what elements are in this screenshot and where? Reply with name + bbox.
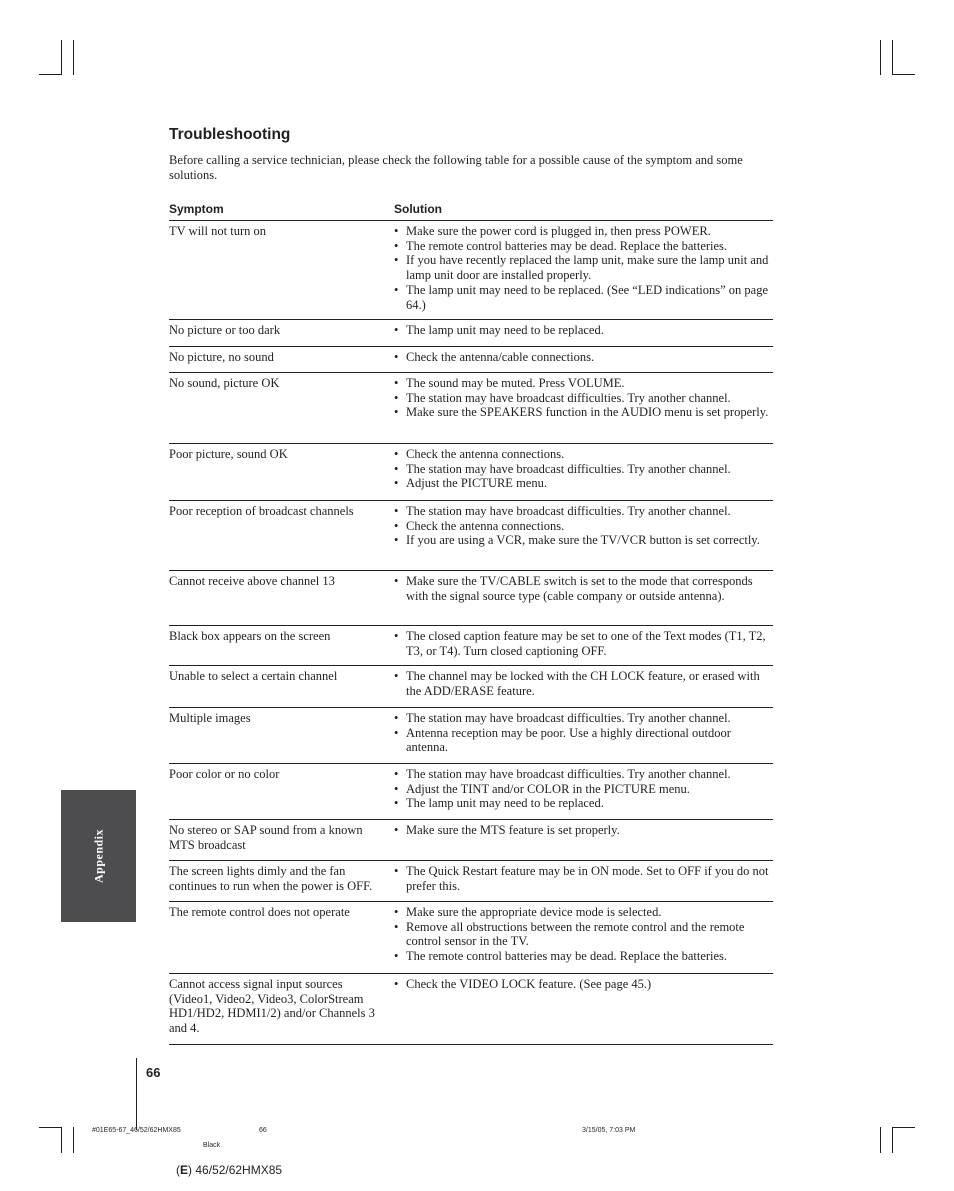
- table-row: [169, 221, 773, 320]
- table-row: [169, 320, 773, 347]
- table-row: [169, 373, 773, 444]
- solution-cell: [394, 504, 773, 570]
- solution-list: [394, 905, 773, 964]
- table-row: [169, 347, 773, 373]
- solution-header: Solution: [394, 202, 442, 216]
- solution-item: • The lamp unit may need to be replaced.: [394, 323, 773, 338]
- symptom-cell: Poor picture, sound OK: [169, 447, 288, 461]
- solution-cell: [394, 711, 773, 763]
- solution-cell: [394, 323, 773, 346]
- crop-mark: [73, 1127, 74, 1153]
- printer-slug-date: 3/15/05, 7:03 PM: [582, 1127, 636, 1134]
- model-footer-letter: E: [180, 1163, 189, 1177]
- solution-list: [394, 629, 773, 658]
- model-footer-model: ) 46/52/62HMX85: [188, 1163, 283, 1177]
- solution-list: [394, 224, 773, 312]
- solution-list: [394, 767, 773, 811]
- solution-cell: [394, 767, 773, 819]
- solution-item: • The Quick Restart feature may be in ON mode. Set to OFF if you do not prefer this.: [394, 864, 773, 893]
- symptom-cell: The remote control does not operate: [169, 905, 350, 919]
- solution-cell: [394, 629, 773, 665]
- solution-list: [394, 864, 773, 893]
- symptom-cell: Cannot receive above channel 13: [169, 574, 335, 588]
- solution-cell: [394, 905, 773, 973]
- solution-item: • Make sure the power cord is plugged in, then press POWER.: [394, 224, 773, 239]
- solution-item: • The station may have broadcast difficulties. Try another channel.: [394, 767, 773, 782]
- solution-item: • Make sure the TV/CABLE switch is set to the mode that corresponds with the signal source type (cable company or outside antenna).: [394, 574, 773, 603]
- crop-mark: [892, 1127, 915, 1128]
- solution-cell: [394, 823, 773, 860]
- solution-item: • If you have recently replaced the lamp unit, make sure the lamp unit and lamp unit door are installed properly.: [394, 253, 773, 282]
- solution-item: • The lamp unit may need to be replaced.: [394, 796, 773, 811]
- symptom-cell: The screen lights dimly and the fan continues to run when the power is OFF.: [169, 864, 373, 893]
- table-row: [169, 902, 773, 974]
- table-row: [169, 501, 773, 571]
- section-tab: [61, 790, 136, 922]
- symptom-cell: No stereo or SAP sound from a known MTS broadcast: [169, 823, 363, 852]
- solution-item: • The station may have broadcast difficulties. Try another channel.: [394, 462, 773, 477]
- solution-item: • The station may have broadcast difficulties. Try another channel.: [394, 504, 773, 519]
- solution-cell: [394, 224, 773, 319]
- table-row: [169, 571, 773, 626]
- solution-item: • Make sure the SPEAKERS function in the AUDIO menu is set properly.: [394, 405, 773, 420]
- symptom-cell: Multiple images: [169, 711, 251, 725]
- table-row: [169, 626, 773, 666]
- solution-list: [394, 447, 773, 491]
- solution-cell: [394, 447, 773, 500]
- solution-item: • Check the antenna/cable connections.: [394, 350, 773, 365]
- solution-item: • Make sure the appropriate device mode is selected.: [394, 905, 773, 920]
- solution-list: [394, 376, 773, 420]
- solution-cell: [394, 864, 773, 901]
- solution-item: • Adjust the TINT and/or COLOR in the PICTURE menu.: [394, 782, 773, 797]
- crop-mark: [73, 40, 74, 75]
- solution-cell: [394, 574, 773, 625]
- crop-mark: [892, 74, 915, 75]
- solution-item: • The remote control batteries may be dead. Replace the batteries.: [394, 239, 773, 254]
- section-tab-label: Appendix: [91, 828, 105, 884]
- symptom-cell: Poor reception of broadcast channels: [169, 504, 354, 518]
- solution-item: • The station may have broadcast difficulties. Try another channel.: [394, 711, 773, 726]
- solution-item: • Antenna reception may be poor. Use a highly directional outdoor antenna.: [394, 726, 773, 755]
- table-row: [169, 708, 773, 764]
- solution-item: • Make sure the MTS feature is set properly.: [394, 823, 773, 838]
- solution-cell: [394, 977, 773, 1044]
- symptom-cell: Poor color or no color: [169, 767, 280, 781]
- solution-item: • Adjust the PICTURE menu.: [394, 476, 773, 491]
- solution-item: • If you are using a VCR, make sure the TV/VCR button is set correctly.: [394, 533, 773, 548]
- crop-mark: [61, 1127, 62, 1153]
- solution-list: [394, 574, 773, 603]
- page-number-rule: [136, 1058, 137, 1130]
- solution-item: • The remote control batteries may be dead. Replace the batteries.: [394, 949, 773, 964]
- crop-mark: [892, 40, 893, 75]
- crop-mark: [892, 1127, 893, 1153]
- troubleshooting-table: [169, 202, 773, 1045]
- table-row: [169, 764, 773, 820]
- model-footer: [176, 1163, 282, 1177]
- solution-cell: [394, 350, 773, 372]
- table-header: [169, 202, 773, 221]
- solution-list: [394, 323, 773, 338]
- symptom-cell: Black box appears on the screen: [169, 629, 331, 643]
- symptom-cell: Unable to select a certain channel: [169, 669, 338, 683]
- table-body: [169, 221, 773, 1045]
- solution-cell: [394, 376, 773, 443]
- solution-list: [394, 823, 773, 838]
- crop-mark: [39, 1127, 62, 1128]
- table-row: [169, 820, 773, 861]
- table-row: [169, 444, 773, 501]
- symptom-cell: TV will not turn on: [169, 224, 266, 238]
- table-row: [169, 666, 773, 708]
- symptom-header: Symptom: [169, 202, 224, 216]
- table-row: [169, 861, 773, 902]
- symptom-cell: No picture, no sound: [169, 350, 274, 364]
- printer-slug-color: Black: [203, 1142, 221, 1149]
- model-footer-prefix: (: [176, 1163, 180, 1177]
- table-row: [169, 974, 773, 1045]
- solution-list: [394, 711, 773, 755]
- solution-item: • The closed caption feature may be set to one of the Text modes (T1, T2, T3, or T4). Turn closed captioning OFF.: [394, 629, 773, 658]
- solution-list: [394, 669, 773, 698]
- solution-cell: [394, 669, 773, 707]
- solution-item: • Check the antenna connections.: [394, 519, 773, 534]
- page-number: 66: [146, 1065, 161, 1080]
- solution-item: • The channel may be locked with the CH LOCK feature, or erased with the ADD/ERASE feature.: [394, 669, 773, 698]
- crop-mark: [39, 74, 62, 75]
- intro-paragraph: Before calling a service technician, please check the following table for a possible cause of the symptom and some solutions.: [169, 153, 743, 182]
- solution-list: [394, 350, 773, 365]
- solution-list: [394, 977, 773, 992]
- printer-slug-file: #01E65-67_46/52/62HMX85: [92, 1127, 181, 1134]
- symptom-cell: Cannot access signal input sources (Video1, Video2, Video3, ColorStream HD1/HD2, HDMI1/2) and/or Channels 3 and 4.: [169, 977, 375, 1036]
- solution-list: [394, 504, 773, 548]
- symptom-cell: No sound, picture OK: [169, 376, 280, 390]
- solution-item: • The sound may be muted. Press VOLUME.: [394, 376, 773, 391]
- crop-mark: [880, 40, 881, 75]
- solution-item: • Remove all obstructions between the remote control and the remote control sensor in the TV.: [394, 920, 773, 949]
- solution-item: • The station may have broadcast difficulties. Try another channel.: [394, 391, 773, 406]
- crop-mark: [61, 40, 62, 75]
- solution-item: • Check the antenna connections.: [394, 447, 773, 462]
- crop-mark: [880, 1127, 881, 1153]
- page-title: Troubleshooting: [169, 126, 291, 143]
- printer-slug-page: 66: [259, 1127, 267, 1134]
- symptom-cell: No picture or too dark: [169, 323, 281, 337]
- solution-item: • Check the VIDEO LOCK feature. (See page 45.): [394, 977, 773, 992]
- solution-item: • The lamp unit may need to be replaced. (See “LED indications” on page 64.): [394, 283, 773, 312]
